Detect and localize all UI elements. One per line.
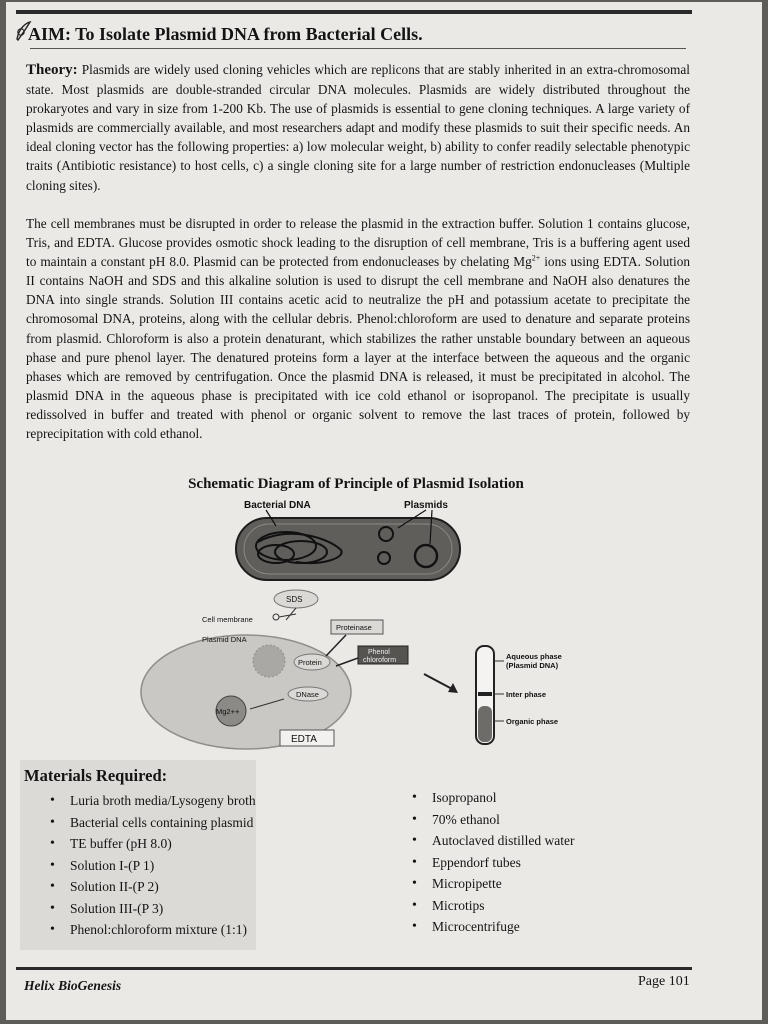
bottom-rule (16, 967, 692, 970)
list-item: • Microcentrifuge (408, 916, 574, 938)
label-bacterial-dna: Bacterial DNA (244, 500, 311, 511)
label-edta: EDTA (291, 734, 317, 745)
label-sds: SDS (286, 595, 303, 604)
list-item: • Solution II-(P 2) (46, 876, 256, 898)
label-aqueous-plasmid: (Plasmid DNA) (506, 661, 559, 670)
list-item: • Isopropanol (408, 787, 574, 809)
label-cell-membrane: Cell membrane (202, 615, 253, 624)
list-item: • Micropipette (408, 873, 574, 895)
plasmid-isolation-diagram (136, 496, 576, 760)
label-organic-phase: Organic phase (506, 717, 559, 726)
book-page (6, 2, 762, 1020)
list-item: • TE buffer (pH 8.0) (46, 833, 256, 855)
bacterium-rod (236, 518, 460, 580)
list-item: • Luria broth media/Lysogeny broth (46, 790, 256, 812)
procedure-principle-paragraph (26, 214, 690, 443)
materials-list-right (408, 787, 574, 938)
paragraph-part2: ions using EDTA. Solution II contains NaOH and SDS and this alkaline solution is used to disrupt the cell membrane and NaOH also denatures the DNA into single strands. Solution III contains acetic acid to neutralize the pH and potassium acetate to precipitate the chromosomal DNA, proteins, along with the cellular debris. Phenol:chloroform are used to denature and separate proteins from plasmid. Chloroform is also a protein denaturant, which stabilizes the rather unstable boundary between an aqueous phase and pure phenol layer. The denatured proteins form a layer at the interface between the aqueous and the organic phases which are removed by centrifugation. Once the plasmid DNA is released, it must be precipitated in alcohol. The plasmid DNA in the aqueous phase is precipitated with ice cold ethanol or isopropanol. The precipitate is usually redissolved in buffer and treated with phenol or organic solvent to remove the last traces of protein, followed by reprecipitation with cold ethanol. (26, 254, 690, 442)
plasmid-dna-blob (253, 645, 285, 677)
top-rule (16, 10, 692, 14)
label-mg: Mg2++ (216, 707, 240, 716)
theory-paragraph (26, 60, 690, 195)
diagram-title: Schematic Diagram of Principle of Plasmid Isolation (188, 476, 524, 492)
label-protein: Protein (298, 658, 322, 667)
label-proteinase: Proteinase (336, 623, 372, 632)
list-item: • Autoclaved distilled water (408, 830, 574, 852)
materials-title: Materials Required: (24, 766, 168, 785)
aim-underline (30, 48, 686, 49)
label-aqueous: Aqueous phase (506, 652, 562, 661)
theory-text: Plasmids are widely used cloning vehicles which are replicons that are stably inherited in an extra-chromosomal state. Most plasmids are double-stranded circular DNA molecules. Plasmids are widely distributed throughout the prokaryotes and vary in size from 1-200 Kb. The use of plasmids is essential to gene cloning techniques. A large variety of plasmids are commercially available, and most researchers adapt and modify these plasmids to suit their specific needs. An ideal cloning vector has the following properties: a) low molecular weight, b) ability to confer readily selectable phenotypic traits (Antibiotic resistance) to host cells, c) a single cloning site for a large number of restriction endonucleases (Multiple cloning sites). (26, 62, 690, 193)
label-plasmid-dna: Plasmid DNA (202, 635, 247, 644)
list-item: • Eppendorf tubes (408, 852, 574, 874)
theory-label: Theory: (26, 62, 78, 78)
list-item: • Solution III-(P 3) (46, 898, 256, 920)
list-item: • Solution I-(P 1) (46, 855, 256, 877)
aim-title: AIM: To Isolate Plasmid DNA from Bacterial Cells. (28, 24, 423, 44)
page-number: Page 101 (638, 974, 690, 989)
publisher-name: Helix BioGenesis (24, 978, 122, 993)
list-item: • 70% ethanol (408, 809, 574, 831)
label-inter-phase: Inter phase (506, 690, 547, 699)
paragraph-part1: The cell membranes must be disrupted in order to release the plasmid in the extraction buffer. Solution 1 contains glucose, Tris, and EDTA. Glucose provides osmotic shock leading to the disruption of cell membrane, Tris is a buffering agent used to maintain a constant pH 8.0. Plasmid can be protected from endonucleases by chelating Mg (26, 216, 690, 270)
label-phenol: Phenol (368, 649, 390, 656)
materials-list-left (46, 790, 256, 941)
list-item: • Microtips (408, 895, 574, 917)
label-plasmids: Plasmids (404, 500, 448, 511)
label-dnase: DNase (296, 690, 319, 699)
list-item: • Bacterial cells containing plasmid (46, 812, 256, 834)
superscript-2plus: 2+ (531, 253, 541, 263)
label-chloroform: chloroform (363, 657, 397, 664)
flow-arrow (424, 674, 454, 690)
list-item: • Phenol:chloroform mixture (1:1) (46, 919, 256, 941)
